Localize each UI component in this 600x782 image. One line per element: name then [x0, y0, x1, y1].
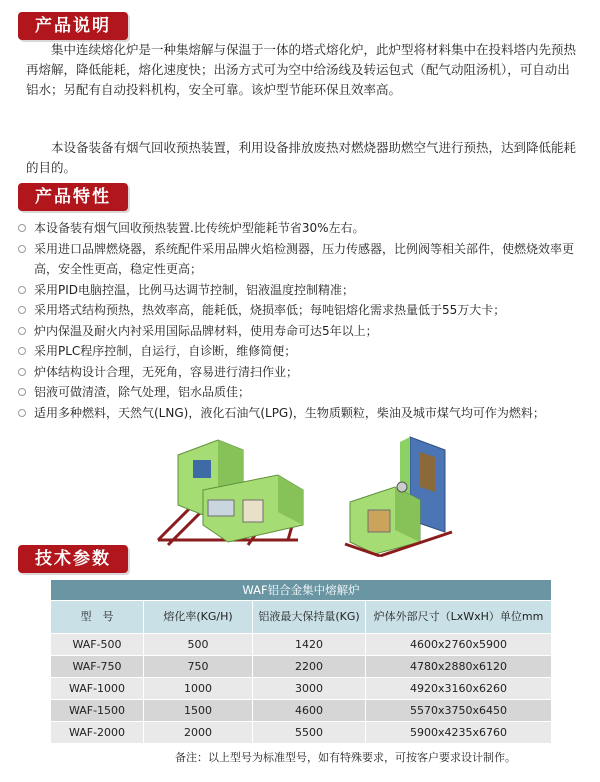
description-paragraph-1: 集中连续熔化炉是一种集熔解与保温于一体的塔式熔化炉，此炉型将材料集中在投料塔内先预热再熔解，降低能耗，熔化速度快；出汤方式可为空中给汤线及转运包式（配气动阻汤机），可自动出铝水；另配有自动投料机构，安全可靠。该炉型节能环保且效率高。 [26, 42, 577, 97]
feature-item [18, 341, 594, 362]
section-title-features: 产品特性 [18, 183, 128, 211]
section-title-specs: 技术参数 [18, 545, 128, 573]
spec-cell-dimensions: 4780x2880x6120 [366, 656, 552, 678]
spec-table-caption: WAF铝合金集中熔解炉 [51, 580, 552, 601]
feature-item [18, 321, 594, 342]
bullet-icon [18, 388, 26, 396]
spec-cell-model: WAF-2000 [51, 722, 144, 744]
machine-illustration-left [148, 430, 318, 550]
table-row [51, 634, 552, 656]
feature-text: 适用多种燃料，天然气(LNG)，液化石油气(LPG)，生物质颗粒，柴油及城市煤气均可作为燃料； [34, 405, 545, 420]
feature-item [18, 280, 594, 301]
spec-table-body [51, 634, 552, 744]
bullet-icon [18, 306, 26, 314]
spec-cell-holding-capacity: 2200 [253, 656, 366, 678]
bullet-icon [18, 347, 26, 355]
bullet-icon [18, 286, 26, 294]
table-row [51, 700, 552, 722]
description-paragraph-2: 本设备装备有烟气回收预热装置，利用设备排放废热对燃烧器助燃空气进行预热，达到降低能耗的目的。 [26, 140, 577, 175]
spec-cell-model: WAF-1500 [51, 700, 144, 722]
machine-illustration-right [340, 432, 460, 557]
feature-text: 炉内保温及耐火内衬采用国际品牌材料，使用寿命可达5年以上； [34, 323, 378, 338]
feature-text: 炉体结构设计合理，无死角，容易进行清扫作业； [34, 364, 299, 379]
machine-door-right [368, 510, 390, 532]
feature-item [18, 403, 594, 424]
spec-cell-model: WAF-750 [51, 656, 144, 678]
section-title-description: 产品说明 [18, 12, 128, 40]
spec-cell-dimensions: 4920x3160x6260 [366, 678, 552, 700]
spec-table [50, 579, 552, 744]
spec-cell-holding-capacity: 3000 [253, 678, 366, 700]
machine-window-left [193, 460, 211, 478]
feature-text: 采用进口品牌燃烧器，系统配件采用品牌火焰检测器，压力传感器，比例阀等相关部件，使燃烧效率更高，安全性更高，稳定性更高； [34, 241, 575, 276]
spec-cell-melting-rate: 2000 [144, 722, 253, 744]
table-row [51, 678, 552, 700]
feature-item [18, 300, 594, 321]
spec-header-model: 型 号 [51, 601, 144, 634]
spec-cell-holding-capacity: 5500 [253, 722, 366, 744]
bullet-icon [18, 409, 26, 417]
bullet-icon [18, 327, 26, 335]
spec-cell-dimensions: 5900x4235x6760 [366, 722, 552, 744]
spec-cell-model: WAF-1000 [51, 678, 144, 700]
spec-cell-melting-rate: 500 [144, 634, 253, 656]
spec-cell-melting-rate: 1000 [144, 678, 253, 700]
feature-text: 采用PLC程序控制，自运行，自诊断，维修简便； [34, 344, 297, 358]
feature-item [18, 362, 594, 383]
spec-cell-melting-rate: 750 [144, 656, 253, 678]
feature-text: 铝液可做清渣，除气处理，铝水品质佳； [34, 385, 251, 399]
bullet-icon [18, 368, 26, 376]
bullet-icon [18, 245, 26, 253]
table-row [51, 722, 552, 744]
feature-text: 采用PID电脑控温，比例马达调节控制，铝液温度控制精准； [34, 282, 355, 297]
feature-item [18, 218, 594, 239]
feature-text: 本设备装有烟气回收预热装置.比传统炉型能耗节省30%左右。 [34, 221, 365, 235]
spec-cell-holding-capacity: 4600 [253, 700, 366, 722]
feature-text: 采用塔式结构预热，热效率高，能耗低，烧损率低；每吨铝熔化需求热量低于55万大卡； [34, 303, 506, 317]
table-row [51, 656, 552, 678]
spec-header-melting-rate: 熔化率(KG/H) [144, 601, 253, 634]
feature-item [18, 239, 594, 280]
spec-header-dimensions: 炉体外部尺寸（LxWxH）单位mm [366, 601, 552, 634]
feature-list [18, 218, 594, 423]
spec-note: 备注：以上型号为标准型号，如有特殊要求，可按客户要求设计制作。 [175, 751, 516, 764]
spec-cell-dimensions: 4600x2760x5900 [366, 634, 552, 656]
spec-cell-holding-capacity: 1420 [253, 634, 366, 656]
spec-cell-model: WAF-500 [51, 634, 144, 656]
spec-cell-melting-rate: 1500 [144, 700, 253, 722]
spec-header-holding-capacity: 铝液最大保持量(KG) [253, 601, 366, 634]
spec-cell-dimensions: 5570x3750x6450 [366, 700, 552, 722]
bullet-icon [18, 224, 26, 232]
feature-item [18, 382, 594, 403]
